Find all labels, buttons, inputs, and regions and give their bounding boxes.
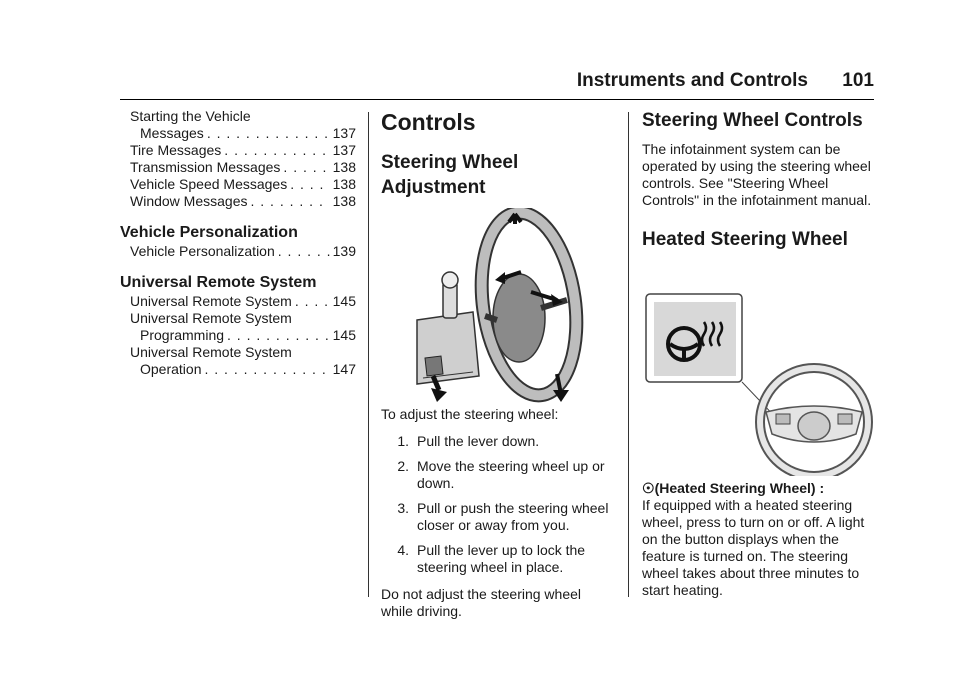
- toc-leader: [207, 125, 330, 142]
- heated-body: If equipped with a heated steering wheel, press to turn on or off. A light on the button displays when the feature is turned on. The steering wheel takes about three minutes to start heating.: [642, 497, 865, 598]
- toc-item-label: Starting the Vehicle: [130, 108, 251, 124]
- toc-item[interactable]: [120, 361, 356, 378]
- adjust-steps: [381, 433, 613, 576]
- controls-column: [381, 108, 613, 630]
- page-header: [120, 68, 874, 96]
- toc-item-label: Vehicle Speed Messages: [130, 176, 288, 192]
- toc-item-label: Universal Remote System: [130, 293, 292, 309]
- list-item: [381, 433, 613, 450]
- adjust-intro: To adjust the steering wheel:: [381, 406, 559, 422]
- toc-page: 138: [332, 159, 356, 175]
- toc-leader: [224, 142, 329, 159]
- heated-wheel-illustration: [642, 264, 874, 476]
- step-text: Pull the lever up to lock the steering wheel in place.: [417, 542, 586, 575]
- step-number: 3.: [397, 500, 409, 516]
- toc-item[interactable]: [120, 176, 356, 193]
- toc-leader: [204, 361, 329, 378]
- toc-leader: [251, 193, 330, 210]
- toc-page: 145: [332, 293, 356, 309]
- list-item: [381, 458, 613, 492]
- list-item: [381, 500, 613, 534]
- toc-item-label: Universal Remote System: [130, 310, 292, 326]
- steering-wheel-adjust-illustration: [381, 208, 613, 406]
- toc-item[interactable]: [120, 327, 356, 344]
- toc-leader: [295, 293, 330, 310]
- toc-page: 139: [332, 243, 356, 259]
- toc-leader: [283, 159, 329, 176]
- toc-item[interactable]: [120, 193, 356, 210]
- toc-section-heading: Universal Remote System: [120, 274, 317, 291]
- toc-section-heading: Vehicle Personalization: [120, 224, 298, 241]
- header-rule: [120, 99, 874, 100]
- toc-column: [120, 108, 356, 378]
- toc-item-label: Window Messages: [130, 193, 248, 209]
- toc-leader: [227, 327, 330, 344]
- page-number: 101: [842, 70, 874, 91]
- toc-item-label: Universal Remote System: [130, 344, 292, 360]
- step-text: Pull or push the steering wheel closer or away from you.: [417, 500, 609, 533]
- toc-page: 147: [332, 361, 356, 377]
- wheel-controls-heading: Steering Wheel Controls: [642, 110, 863, 131]
- toc-item[interactable]: [120, 159, 356, 176]
- toc-item-label: Operation: [140, 361, 202, 377]
- heated-heading: Heated Steering Wheel: [642, 229, 848, 250]
- step-number: 4.: [397, 542, 409, 558]
- controls-heading: Controls: [381, 109, 476, 135]
- step-text: Pull the lever down.: [417, 433, 540, 449]
- section-title: Instruments and Controls: [576, 70, 808, 91]
- adjust-heading-line: Steering Wheel: [381, 152, 519, 173]
- step-number: 2.: [397, 458, 409, 474]
- toc-item[interactable]: [120, 125, 356, 142]
- column-divider: [368, 112, 369, 597]
- toc-page: 145: [332, 327, 356, 343]
- toc-item-label: Messages: [140, 125, 204, 141]
- heated-steering-wheel-icon: ☉: [642, 480, 655, 496]
- wheel-controls-column: [642, 108, 874, 609]
- toc-item-label: Vehicle Personalization: [130, 243, 275, 259]
- heated-label-text: (Heated Steering Wheel) :: [654, 480, 825, 496]
- toc-leader: [290, 176, 329, 193]
- toc-page: 138: [332, 193, 356, 209]
- toc-item[interactable]: [120, 243, 356, 260]
- step-text: Move the steering wheel up or down.: [417, 458, 605, 491]
- adjust-caution: Do not adjust the steering wheel while driving.: [381, 586, 582, 619]
- toc-page: 138: [332, 176, 356, 192]
- heated-label: [642, 480, 874, 497]
- toc-page: 137: [332, 142, 356, 158]
- list-item: [381, 542, 613, 576]
- toc-leader: [278, 243, 330, 260]
- adjust-heading: [381, 150, 613, 200]
- toc-page: 137: [332, 125, 356, 141]
- wheel-controls-body: The infotainment system can be operated by using the steering wheel controls. See "Steering Wheel Controls" in the infotainment manual.: [642, 141, 872, 208]
- toc-item[interactable]: [120, 293, 356, 310]
- step-number: 1.: [397, 433, 409, 449]
- adjust-heading-line: Adjustment: [381, 177, 486, 198]
- column-divider: [628, 112, 629, 597]
- toc-item-label: Tire Messages: [130, 142, 222, 158]
- toc-item[interactable]: [120, 142, 356, 159]
- toc-item-label: Transmission Messages: [130, 159, 281, 175]
- toc-item-label: Programming: [140, 327, 225, 343]
